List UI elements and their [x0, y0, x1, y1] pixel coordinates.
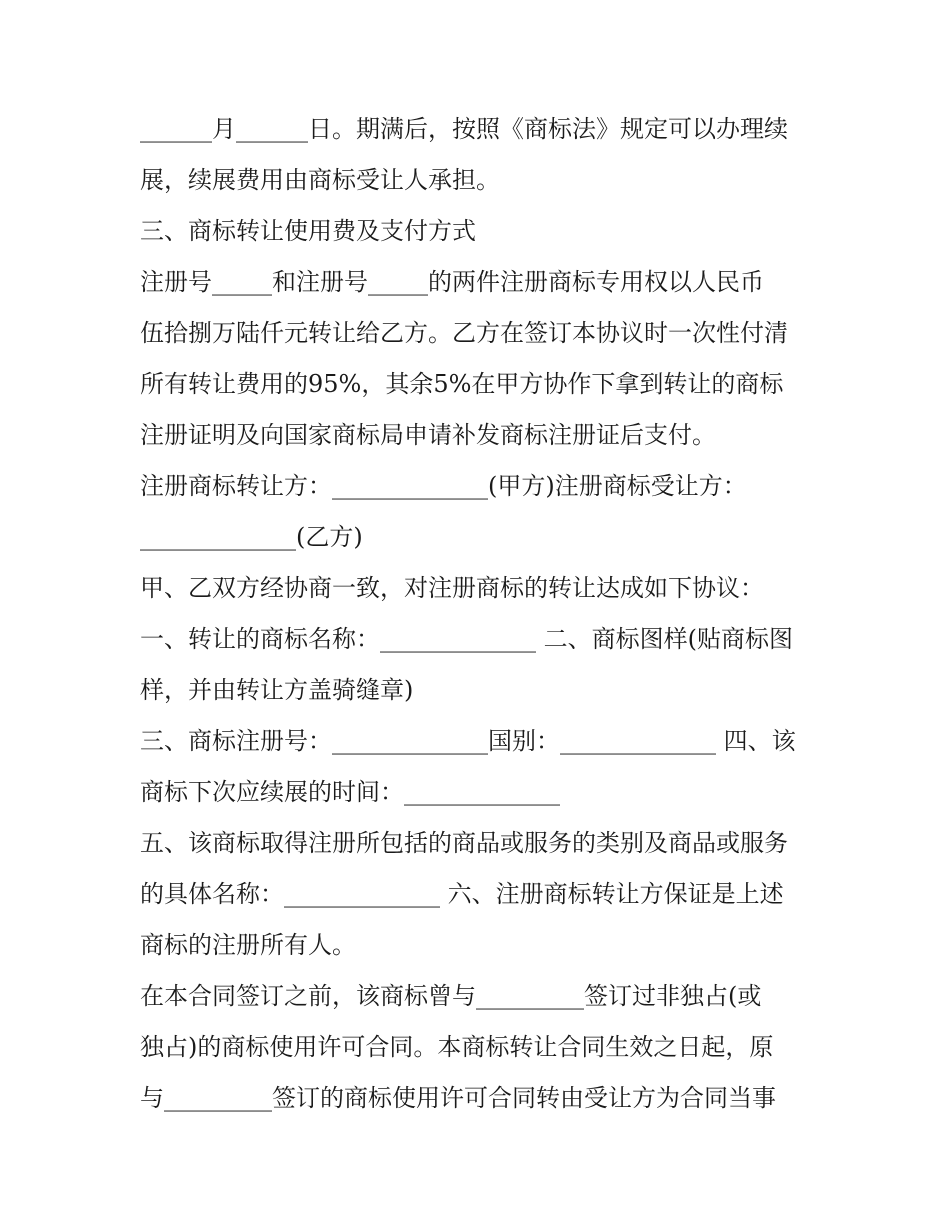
text-line: ______月______日。期满后，按照《商标法》规定可以办理续 — [140, 115, 788, 143]
text-line: 一、转让的商标名称：_____________ 二、商标图样(贴商标图 — [140, 625, 793, 653]
text-line: 展，续展费用由商标受让人承担。 — [140, 166, 500, 194]
text-line: 注册证明及向国家商标局申请补发商标注册证后支付。 — [140, 421, 716, 449]
text-line: 的具体名称：_____________ 六、注册商标转让方保证是上述 — [140, 880, 784, 908]
text-line: 与_________签订的商标使用许可合同转由受让方为合同当事 — [140, 1084, 776, 1112]
text-line: 五、该商标取得注册所包括的商品或服务的类别及商品或服务 — [140, 829, 788, 857]
text-line: 所有转让费用的95%，其余5%在甲方协作下拿到转让的商标 — [140, 370, 784, 398]
text-line: 注册商标转让方：_____________(甲方)注册商标受让方： — [140, 472, 747, 500]
text-line: 三、商标注册号：_____________国别：_____________ 四、该 — [140, 727, 796, 755]
text-line: 样，并由转让方盖骑缝章) — [140, 676, 414, 704]
text-line: 注册号_____和注册号_____的两件注册商标专用权以人民币 — [140, 268, 764, 296]
contract-text — [140, 104, 820, 1124]
text-line: _____________(乙方) — [140, 523, 363, 551]
text-line: 甲、乙双方经协商一致，对注册商标的转让达成如下协议： — [140, 574, 764, 602]
text-line: 商标的注册所有人。 — [140, 931, 356, 959]
text-line: 独占)的商标使用许可合同。本商标转让合同生效之日起，原 — [140, 1033, 774, 1061]
text-line: 伍拾捌万陆仟元转让给乙方。乙方在签订本协议时一次性付清 — [140, 319, 788, 347]
text-line: 在本合同签订之前，该商标曾与_________签订过非独占(或 — [140, 982, 762, 1010]
text-line: 商标下次应续展的时间：_____________ — [140, 778, 560, 806]
section-heading: 三、商标转让使用费及支付方式 — [140, 217, 476, 245]
